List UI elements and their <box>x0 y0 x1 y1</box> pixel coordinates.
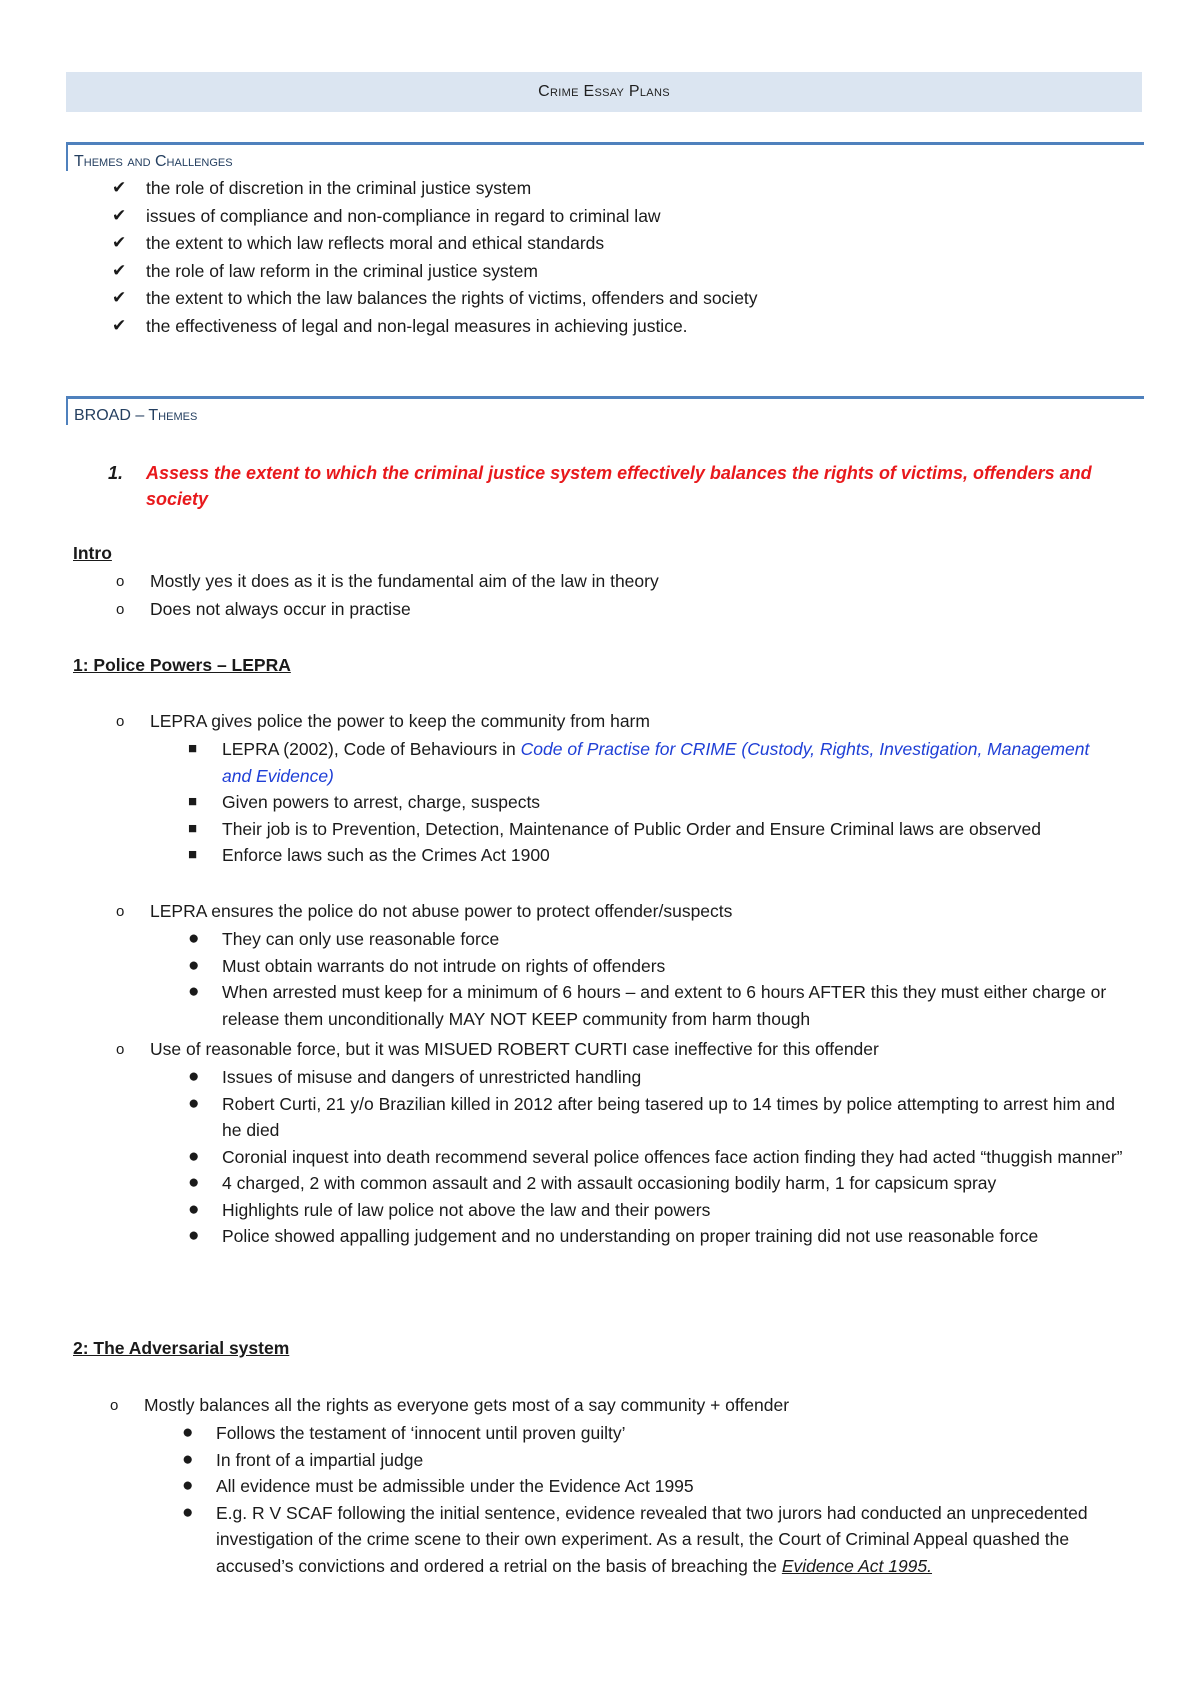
square-bullet-icon: ■ <box>188 846 198 863</box>
bullet-icon: o <box>116 1041 125 1058</box>
list-item: ● E.g. R V SCAF following the initial sentence, evidence revealed that two jurors had conducted an unprecedented investigation of the crime scene to their own experiment. As a result, the Court of Criminal Appeal quashed the accused’s convictions and ordered a retrial on the basis of breaching the Evidence Act 1995. <box>182 1500 1102 1580</box>
bullet-icon: o <box>116 600 125 618</box>
intro-heading: Intro <box>73 543 112 563</box>
list-item: o LEPRA gives police the power to keep the community from harm <box>116 708 1116 736</box>
check-icon: ✔ <box>112 178 127 197</box>
list-item: ● Issues of misuse and dangers of unrestricted handling <box>188 1064 1123 1091</box>
circle-bullet-icon: ● <box>182 1475 194 1496</box>
check-icon: ✔ <box>112 260 127 280</box>
list-item: o Does not always occur in practise <box>116 596 1116 624</box>
section2-heading: 2: The Adversarial system <box>73 1338 290 1358</box>
list-item: ● Highlights rule of law police not above the law and their powers <box>188 1197 1123 1224</box>
section1-point3-sub <box>188 1064 1123 1250</box>
list-item: ● In front of a impartial judge <box>182 1447 1102 1474</box>
list-item: ● Follows the testament of ‘innocent until proven guilty’ <box>182 1420 1102 1447</box>
question-number: 1. <box>108 463 124 483</box>
list-item: ■ Their job is to Prevention, Detection, Maintenance of Public Order and Ensure Criminal laws are observed <box>188 816 1093 843</box>
bullet-icon: o <box>116 713 125 730</box>
circle-bullet-icon: ● <box>188 1145 200 1167</box>
evidence-act-link[interactable]: Evidence Act 1995. <box>781 1555 933 1576</box>
circle-bullet-icon: ● <box>188 928 200 949</box>
square-bullet-icon: ■ <box>188 740 198 757</box>
section1-heading: 1: Police Powers – LEPRA <box>73 655 291 675</box>
list-item: ● Must obtain warrants do not intrude on rights of offenders <box>188 953 1113 980</box>
essay-question <box>108 460 1118 512</box>
check-icon: ✔ <box>112 205 127 225</box>
circle-bullet-icon: ● <box>182 1501 194 1523</box>
list-item: ■ LEPRA (2002), Code of Behaviours in Code of Practise for CRIME (Custody, Rights, Investigation, Management and Evidence) <box>188 736 1093 789</box>
section2-point1 <box>110 1392 1110 1420</box>
list-item: o LEPRA ensures the police do not abuse power to protect offender/suspects <box>116 898 1116 926</box>
section1-point1 <box>116 708 1116 736</box>
circle-bullet-icon: ● <box>188 1198 200 1220</box>
themes-heading: Themes and Challenges <box>66 142 1144 171</box>
broad-themes-heading: BROAD – Themes <box>66 396 1144 425</box>
circle-bullet-icon: ● <box>188 981 200 1002</box>
bullet-icon: o <box>110 1397 119 1414</box>
section1-point2 <box>116 898 1116 926</box>
question-text: Assess the extent to which the criminal justice system effectively balances the rights of victims, offenders and society <box>146 463 1092 509</box>
section1-point2-sub <box>188 926 1113 1032</box>
square-bullet-icon: ■ <box>188 793 198 810</box>
list-item: ■ Enforce laws such as the Crimes Act 1900 <box>188 842 1093 869</box>
list-item: ✔ the role of law reform in the criminal justice system <box>112 260 538 281</box>
list-item: ✔ issues of compliance and non-compliance in regard to criminal law <box>112 205 661 226</box>
circle-bullet-icon: ● <box>188 1066 200 1087</box>
list-item: ✔ the extent to which the law balances the rights of victims, offenders and society <box>112 288 758 308</box>
list-item: o Use of reasonable force, but it was MISUED ROBERT CURTI case ineffective for this offender <box>116 1036 1116 1064</box>
list-item: ● When arrested must keep for a minimum of 6 hours – and extent to 6 hours AFTER this they must either charge or release them unconditionally MAY NOT KEEP community from harm though <box>188 979 1113 1032</box>
themes-list <box>112 178 758 343</box>
square-bullet-icon: ■ <box>188 819 198 837</box>
bullet-icon: o <box>116 903 125 920</box>
circle-bullet-icon: ● <box>182 1422 194 1443</box>
section1-point3 <box>116 1036 1116 1064</box>
check-icon: ✔ <box>112 288 127 307</box>
list-item: ● 4 charged, 2 with common assault and 2 with assault occasioning bodily harm, 1 for capsicum spray <box>188 1170 1123 1197</box>
list-item: ● They can only use reasonable force <box>188 926 1113 953</box>
intro-points <box>116 568 1116 623</box>
list-item: o Mostly balances all the rights as everyone gets most of a say community + offender <box>110 1392 1110 1420</box>
list-item: ● Police showed appalling judgement and no understanding on proper training did not use reasonable force <box>188 1223 1123 1250</box>
list-item: ■ Given powers to arrest, charge, suspects <box>188 789 1093 816</box>
circle-bullet-icon: ● <box>188 1172 200 1193</box>
list-item: ✔ the role of discretion in the criminal justice system <box>112 178 532 198</box>
list-item: ✔ the effectiveness of legal and non-legal measures in achieving justice. <box>112 315 688 336</box>
list-item: ● All evidence must be admissible under the Evidence Act 1995 <box>182 1473 1102 1500</box>
check-icon: ✔ <box>112 315 127 335</box>
section2-point1-sub <box>182 1420 1102 1579</box>
list-item: o Mostly yes it does as it is the fundamental aim of the law in theory <box>116 568 1116 596</box>
section1-point1-sub <box>188 736 1093 869</box>
list-item: ● Coronial inquest into death recommend several police offences face action finding they had acted “thuggish manner” <box>188 1144 1123 1171</box>
circle-bullet-icon: ● <box>182 1448 194 1470</box>
document-title: Crime Essay Plans <box>66 72 1142 112</box>
circle-bullet-icon: ● <box>188 954 200 976</box>
code-of-practise-link[interactable]: Code of Practise for CRIME (Custody, Rights, Investigation, Management and Evidence) <box>222 739 1090 786</box>
circle-bullet-icon: ● <box>188 1225 200 1246</box>
list-item: ● Robert Curti, 21 y/o Brazilian killed in 2012 after being tasered up to 14 times by police attempting to arrest him and he died <box>188 1091 1123 1144</box>
list-item: ✔ the extent to which law reflects moral and ethical standards <box>112 233 605 253</box>
circle-bullet-icon: ● <box>188 1092 200 1114</box>
bullet-icon: o <box>116 573 125 590</box>
check-icon: ✔ <box>112 233 127 252</box>
